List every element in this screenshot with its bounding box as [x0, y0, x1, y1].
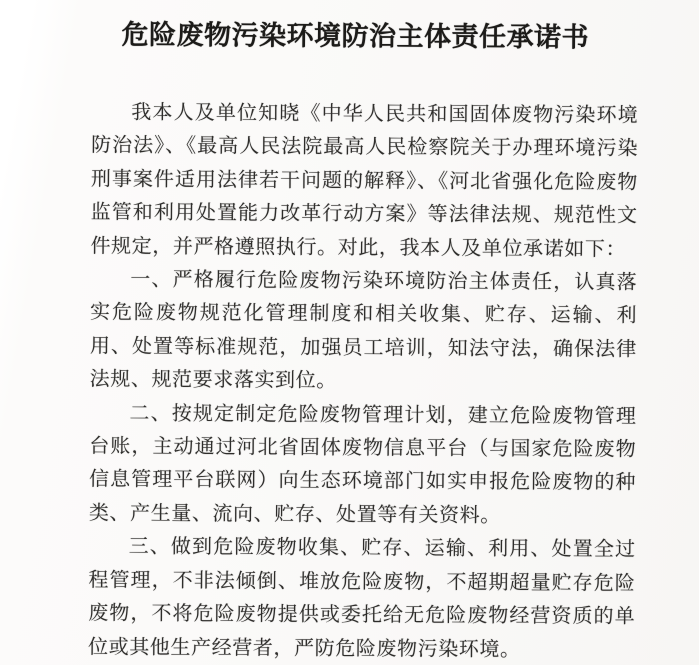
- document-title: 危险废物污染环境防治主体责任承诺书: [121, 19, 590, 53]
- paragraph-intro: 我本人及单位知晓《中华人民共和国固体废物污染环境防治法》、《最高人民法院最高人民检察院关于办理环境污染刑事案件适用法律若干问题的解释》、《河北省强化危险废物监管和利用处置能力改革行动方案》等法律法规、规范性文件规定，并严格遵照执行。对此，我本人及单位承诺如下：: [90, 101, 639, 261]
- paragraph-item-3: 三、做到危险废物收集、贮存、运输、利用、处置全过程管理，不非法倾倒、堆放危险废物，不超期超量贮存危险废物，不将危险废物提供或委托给无危险废物经营资质的单位或其他生产经营者，严防危险废物污染环境。: [87, 535, 636, 661]
- document-body: [88, 96, 638, 665]
- paragraph-item-1: 一、严格履行危险废物污染环境防治主体责任，认真落实危险废物规范化管理制度和相关收集、贮存、运输、利用、处置等标准规范，加强员工培训，知法守法，确保法律法规、规范要求落实到位。: [89, 268, 638, 393]
- paragraph-item-2: 二、按规定制定危险废物管理计划，建立危险废物管理台账，主动通过河北省固体废物信息平台（与国家危险废物信息管理平台联网）向生态环境部门如实申报危险废物的种类、产生量、流向、贮存、处置等有关资料。: [88, 402, 637, 527]
